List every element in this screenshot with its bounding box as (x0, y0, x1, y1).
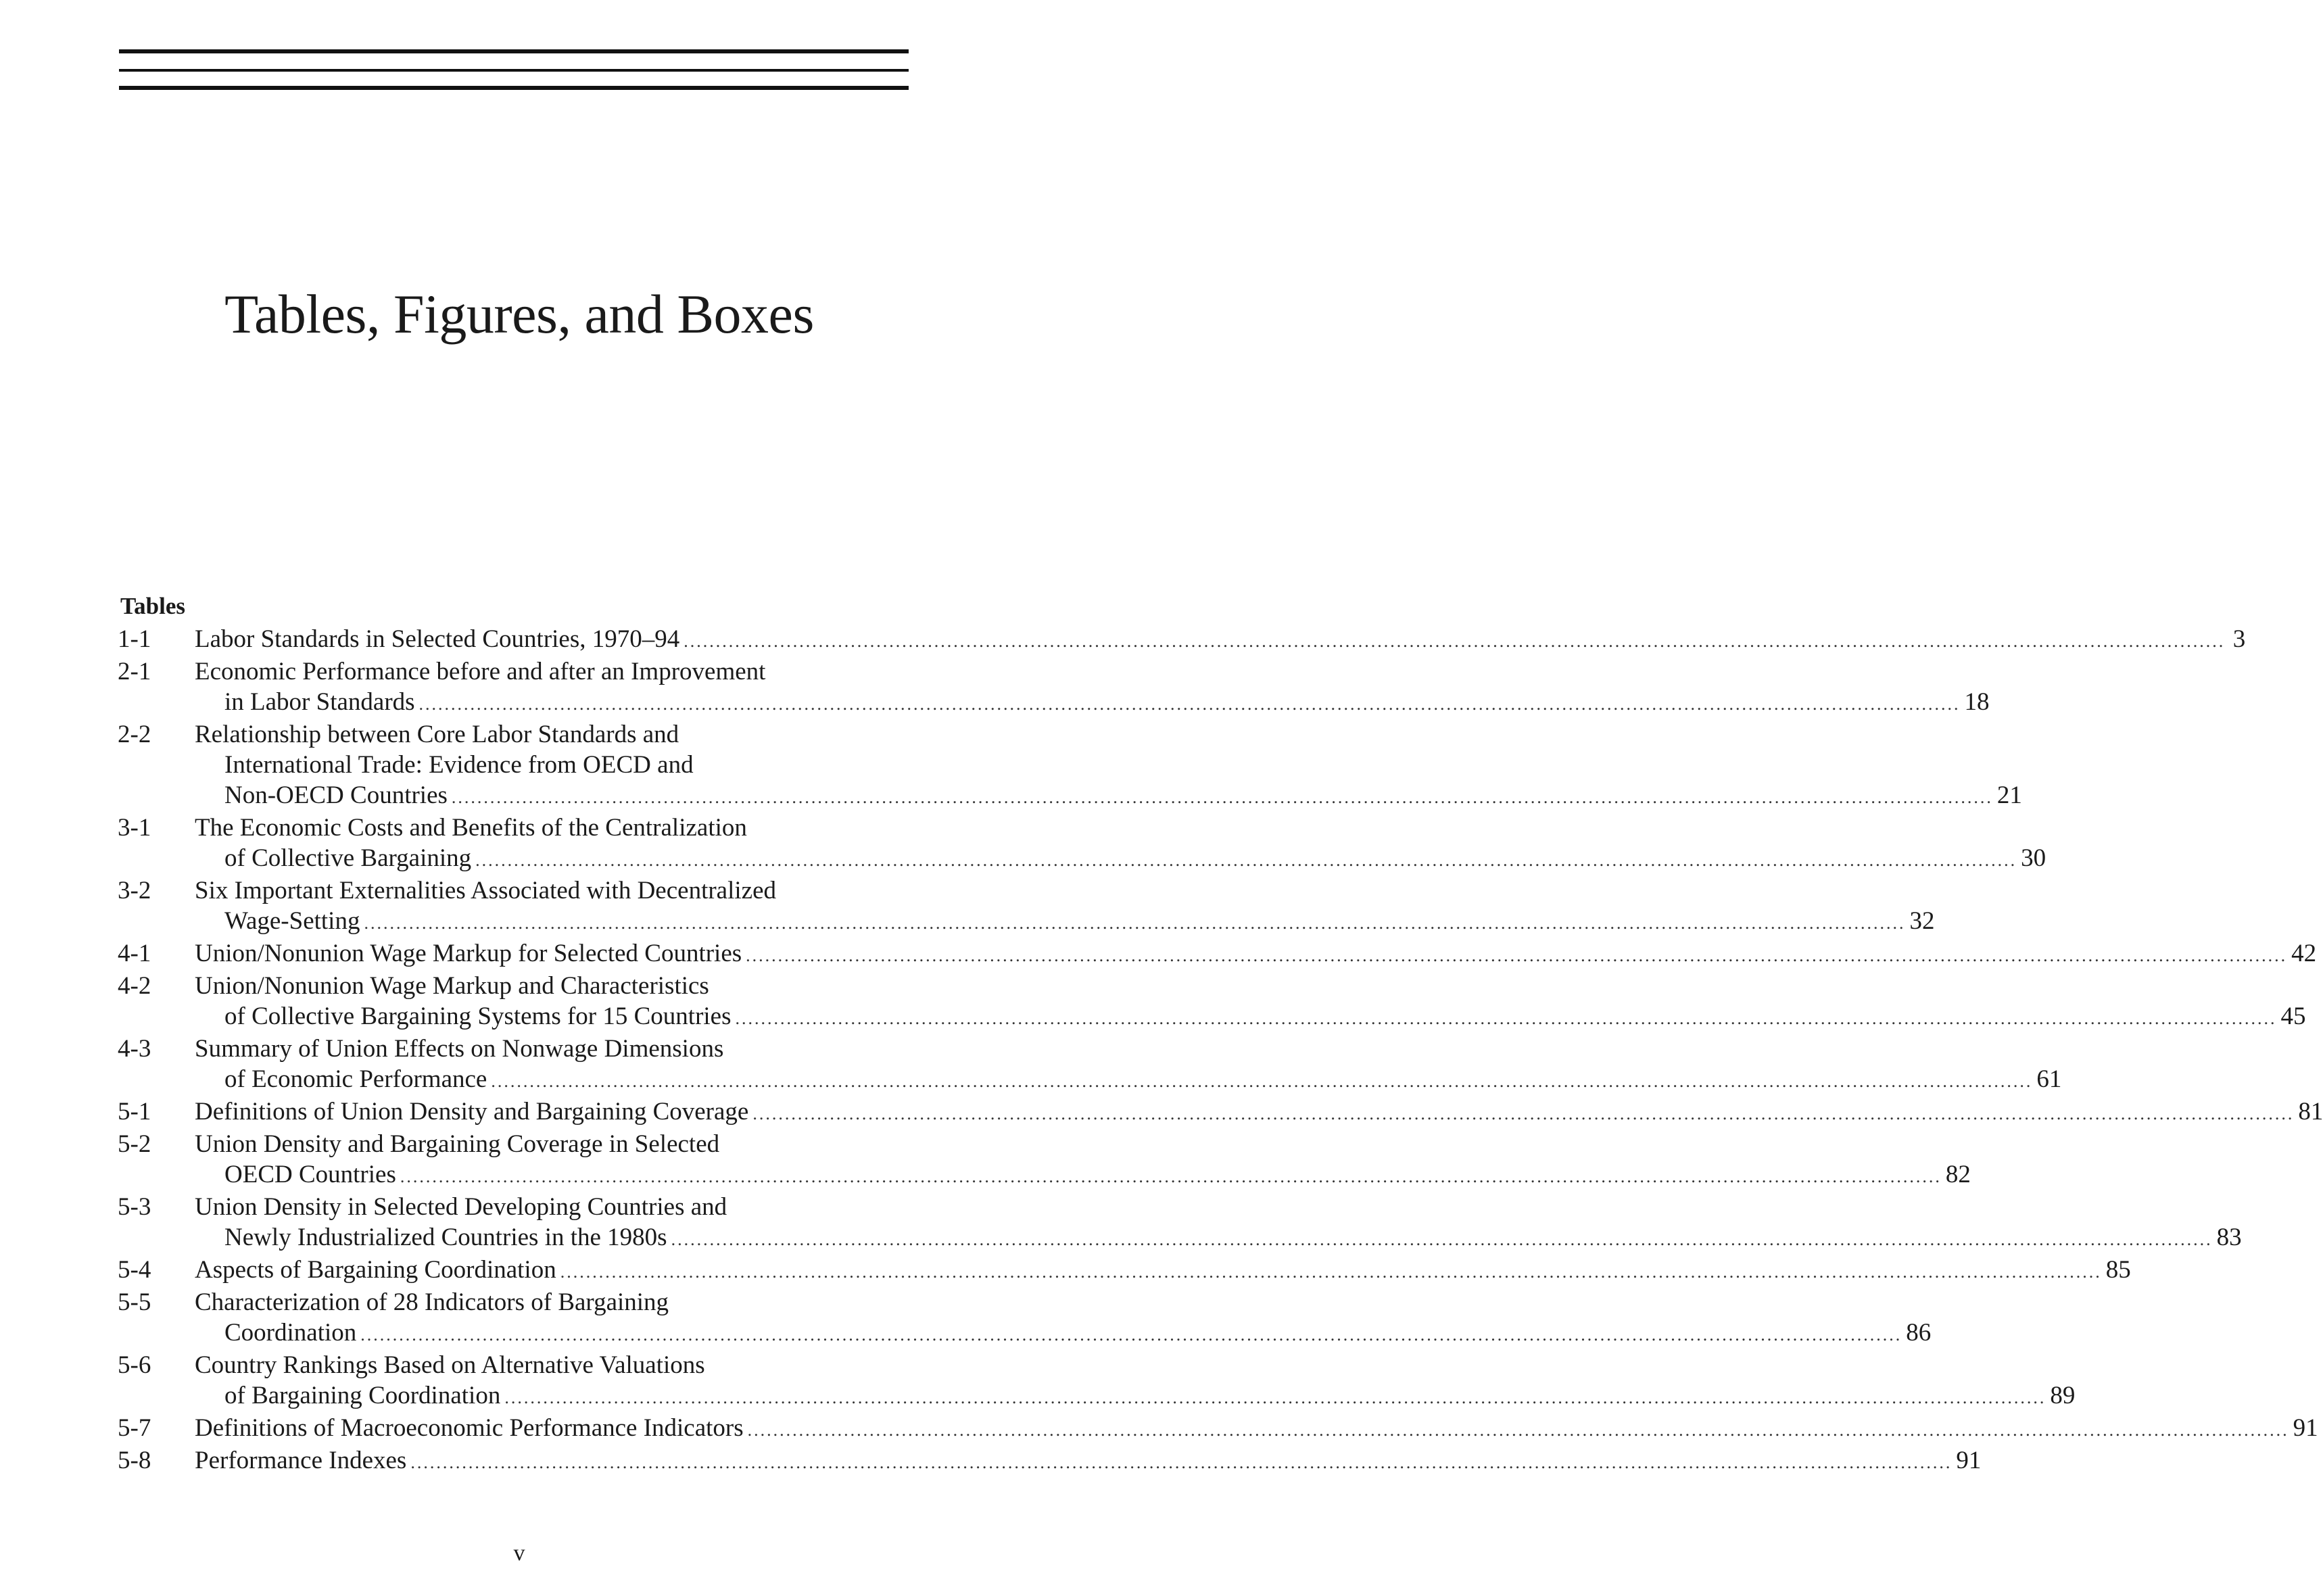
entry-line (195, 1034, 2061, 1064)
dot-leader (748, 1415, 2289, 1445)
entry-title: Union Density and Bargaining Coverage in Selected (195, 1130, 720, 1158)
entry-title: of Economic Performance (224, 1065, 487, 1093)
entry-line (195, 1222, 2242, 1255)
entry-body (195, 1350, 2075, 1413)
entry-title: Wage-Setting (224, 907, 360, 935)
entry-page-number: 21 (1996, 781, 2022, 809)
entry-line (195, 750, 2022, 780)
dot-leader (419, 689, 1961, 719)
entry-body (195, 656, 1990, 719)
entry-title: Definitions of Union Density and Bargaining Coverage (195, 1098, 749, 1126)
entry-page-number: 30 (2021, 844, 2046, 872)
entry-line (195, 1380, 2075, 1413)
dot-leader (452, 782, 1993, 813)
entry-body (195, 1129, 1971, 1192)
entry-line (195, 656, 1990, 687)
dot-leader (491, 1066, 2032, 1096)
dot-leader (736, 1003, 2277, 1034)
top-rule-1 (119, 49, 909, 53)
entry-line (195, 1413, 2318, 1445)
entry-page-number: 91 (1956, 1447, 1982, 1474)
entry-page-number: 18 (1964, 688, 1990, 716)
entry-line (195, 906, 1934, 938)
entry-body (195, 1192, 2242, 1255)
toc-entry[interactable] (118, 1129, 1971, 1192)
toc-entry[interactable] (118, 1255, 2131, 1287)
page-title: Tables, Figures, and Boxes (224, 283, 814, 345)
entry-body (195, 1413, 2318, 1445)
section-heading-tables: Tables (120, 593, 185, 619)
entry-number: 5-2 (118, 1130, 151, 1158)
entry-page-number: 3 (2232, 625, 2246, 653)
entry-line (195, 1255, 2131, 1287)
entry-title: of Collective Bargaining Systems for 15 Countries (224, 1002, 732, 1030)
dot-leader (684, 626, 2225, 656)
entry-line (195, 719, 2022, 750)
entry-title: Characterization of 28 Indicators of Bargaining (195, 1288, 669, 1316)
top-rule-3 (119, 86, 909, 90)
dot-leader (410, 1447, 1952, 1478)
entry-line (195, 1287, 1931, 1317)
entry-title: of Collective Bargaining (224, 844, 472, 872)
entry-number: 5-7 (118, 1414, 151, 1442)
entry-line (195, 1350, 2075, 1380)
entry-page-number: 82 (1945, 1161, 1971, 1188)
entry-number: 2-1 (118, 658, 151, 685)
entry-title: Country Rankings Based on Alternative Valuations (195, 1351, 705, 1379)
entry-title: Non-OECD Countries (224, 781, 448, 809)
entry-number: 4-2 (118, 972, 151, 1000)
dot-leader (752, 1098, 2294, 1129)
entry-title: Newly Industrialized Countries in the 1980s (224, 1224, 667, 1251)
toc-entry[interactable] (118, 1192, 2242, 1255)
entry-page-number: 61 (2036, 1065, 2062, 1093)
dot-leader (360, 1320, 1902, 1350)
entry-number: 5-1 (118, 1098, 151, 1126)
entry-line (195, 813, 2046, 843)
entry-number: 5-8 (118, 1447, 151, 1474)
entry-number: 5-3 (118, 1193, 151, 1221)
entry-number: 3-1 (118, 814, 151, 842)
entry-number: 2-2 (118, 721, 151, 748)
entry-line (195, 687, 1990, 719)
entry-title: in Labor Standards (224, 688, 415, 716)
entry-title: Relationship between Core Labor Standards and (195, 721, 679, 748)
entry-line (195, 938, 2316, 971)
toc-entry[interactable] (118, 813, 2046, 875)
entry-line (195, 624, 2245, 656)
entry-number: 5-4 (118, 1256, 151, 1284)
entry-title: Union/Nonunion Wage Markup and Characteristics (195, 972, 709, 1000)
entry-line (195, 1129, 1971, 1159)
toc-entry[interactable] (118, 938, 2317, 971)
toc-entry[interactable] (118, 1445, 1982, 1478)
entry-number: 4-1 (118, 940, 151, 967)
toc-entry[interactable] (118, 1413, 2318, 1445)
entry-line (195, 780, 2022, 813)
toc-entry[interactable] (118, 971, 2306, 1034)
entry-body (195, 875, 1934, 938)
entry-title: Union/Nonunion Wage Markup for Selected Countries (195, 940, 742, 967)
dot-leader (560, 1257, 2102, 1287)
entry-line (195, 1192, 2242, 1222)
toc-entry[interactable] (118, 1350, 2076, 1413)
toc-entry[interactable] (118, 1034, 2062, 1096)
entry-number: 3-2 (118, 877, 151, 904)
entry-line (195, 843, 2046, 875)
toc-entry[interactable] (118, 719, 2022, 813)
entry-number: 4-3 (118, 1035, 151, 1063)
entry-line (195, 1096, 2323, 1129)
entry-title: Coordination (224, 1319, 357, 1347)
entry-page-number: 89 (2050, 1382, 2076, 1409)
entry-number: 5-6 (118, 1351, 151, 1379)
entry-page-number: 45 (2280, 1002, 2306, 1030)
entry-title: of Bargaining Coordination (224, 1382, 501, 1409)
entry-body (195, 624, 2245, 656)
dot-leader (746, 940, 2287, 971)
entry-body (195, 938, 2316, 971)
toc-entry[interactable] (118, 624, 2246, 656)
entry-page-number: 86 (1906, 1319, 1932, 1347)
entry-page-number: 42 (2291, 940, 2317, 967)
entry-number: 5-5 (118, 1288, 151, 1316)
page-number: v (513, 1541, 525, 1566)
entry-title: Labor Standards in Selected Countries, 1970–94 (195, 625, 680, 653)
entry-title: Union Density in Selected Developing Countries and (195, 1193, 727, 1221)
tables-list (118, 624, 2323, 1478)
dot-leader (504, 1382, 2046, 1413)
entry-title: Summary of Union Effects on Nonwage Dimensions (195, 1035, 724, 1063)
toc-entry[interactable] (118, 1096, 2323, 1129)
entry-body (195, 1287, 1931, 1350)
top-rule-2 (119, 69, 909, 72)
entry-title: OECD Countries (224, 1161, 396, 1188)
entry-body (195, 719, 2022, 813)
entry-body (195, 813, 2046, 875)
entry-number: 1-1 (118, 625, 151, 653)
entry-line (195, 971, 2306, 1001)
entry-line (195, 1159, 1971, 1192)
entry-title: Six Important Externalities Associated with Decentralized (195, 877, 776, 904)
entry-line (195, 875, 1934, 906)
entry-page-number: 91 (2293, 1414, 2318, 1442)
entry-title: Performance Indexes (195, 1447, 407, 1474)
entry-body (195, 971, 2306, 1034)
entry-page-number: 81 (2298, 1098, 2323, 1126)
entry-line (195, 1317, 1931, 1350)
entry-page-number: 85 (2105, 1256, 2131, 1284)
entry-body (195, 1445, 1981, 1478)
dot-leader (400, 1161, 1942, 1192)
entry-title: The Economic Costs and Benefits of the Centralization (195, 814, 747, 842)
entry-body (195, 1034, 2061, 1096)
toc-entry[interactable] (118, 656, 1990, 719)
entry-line (195, 1445, 1981, 1478)
dot-leader (475, 845, 2017, 875)
entry-body (195, 1255, 2131, 1287)
entry-title: International Trade: Evidence from OECD and (224, 751, 694, 779)
entry-line (195, 1064, 2061, 1096)
toc-entry[interactable] (118, 1287, 1932, 1350)
toc-entry[interactable] (118, 875, 1935, 938)
entry-page-number: 83 (2216, 1224, 2242, 1251)
entry-page-number: 32 (1909, 907, 1935, 935)
entry-body (195, 1096, 2323, 1129)
entry-line (195, 1001, 2306, 1034)
dot-leader (364, 908, 1905, 938)
dot-leader (671, 1224, 2213, 1255)
entry-title: Definitions of Macroeconomic Performance Indicators (195, 1414, 744, 1442)
entry-title: Economic Performance before and after an Improvement (195, 658, 766, 685)
entry-title: Aspects of Bargaining Coordination (195, 1256, 556, 1284)
